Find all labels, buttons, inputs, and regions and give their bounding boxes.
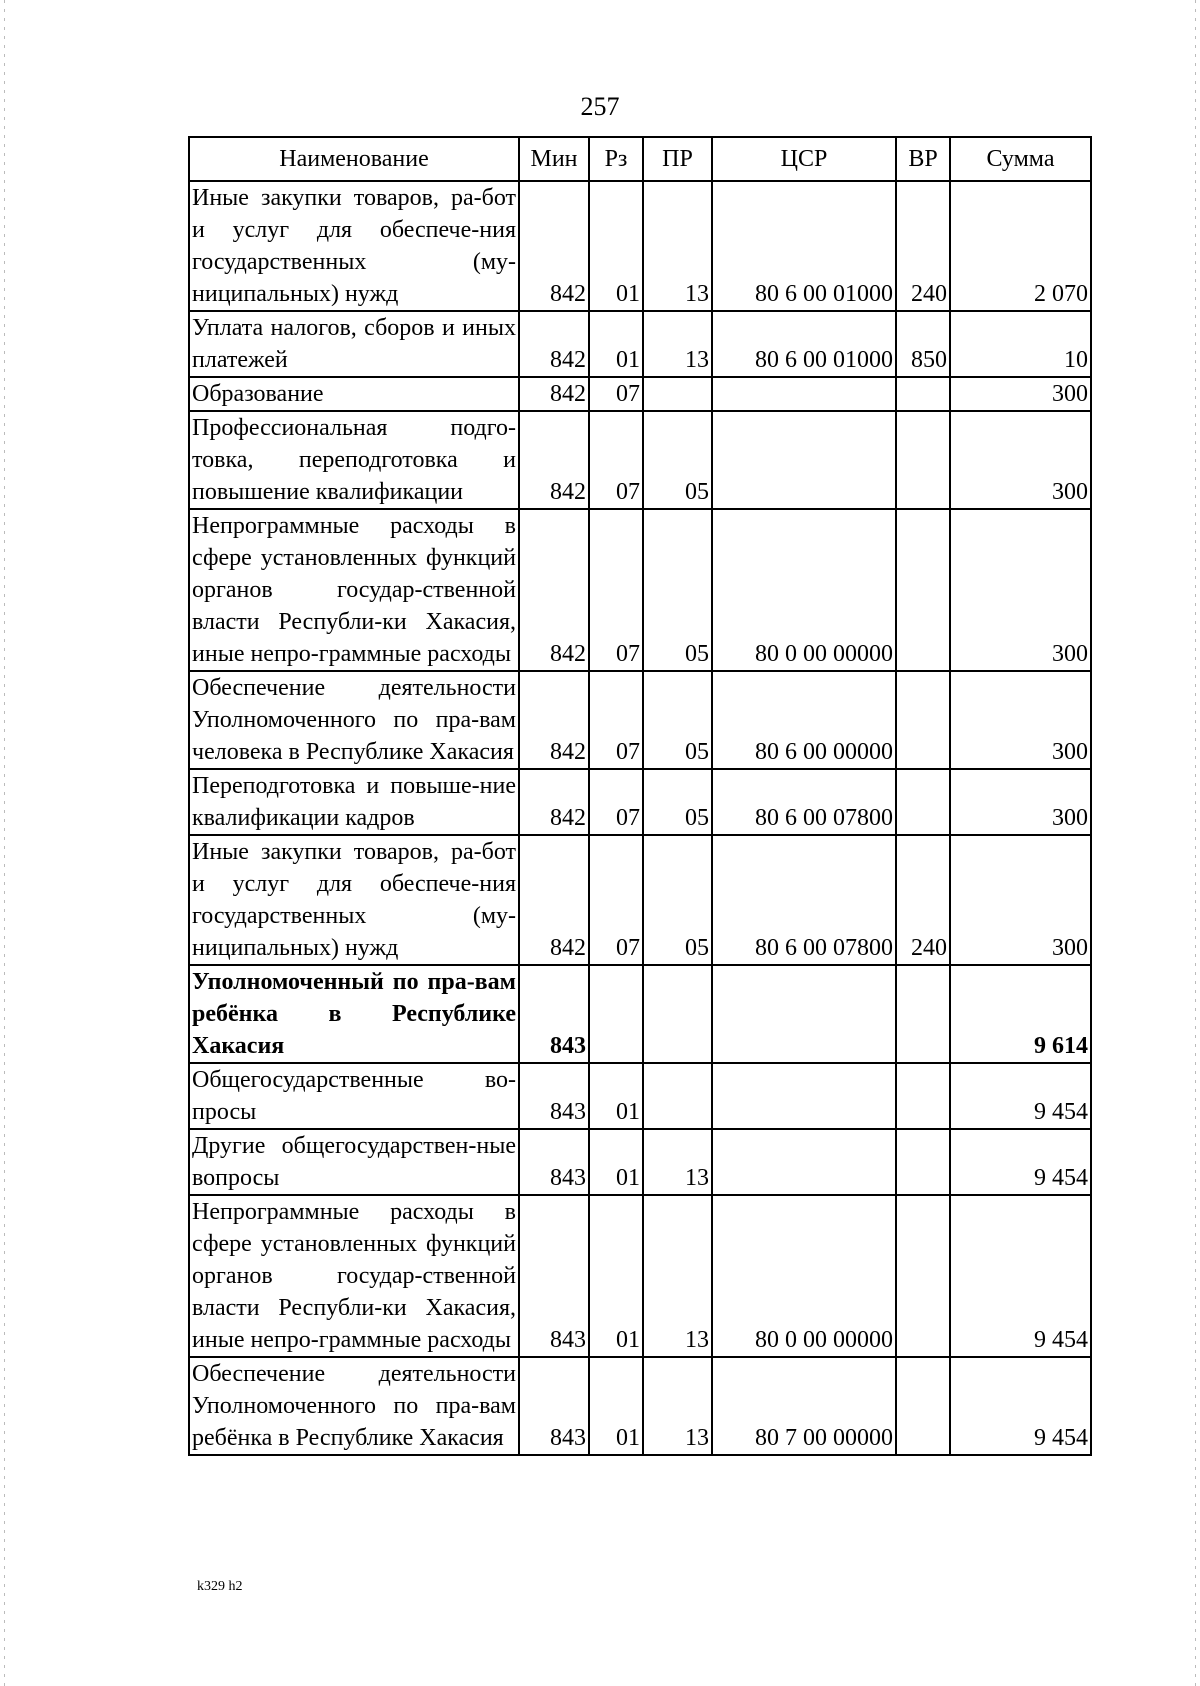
cell-min: 843 [519,1129,589,1195]
cell-pr: 05 [643,411,712,509]
cell-name: Переподготовка и повыше-ние квалификации кадров [189,769,519,835]
cell-csr: 80 0 00 00000 [712,1195,896,1357]
cell-rz [589,965,643,1063]
cell-sum: 300 [950,411,1091,509]
cell-pr: 05 [643,835,712,965]
scan-edge-right [1195,0,1196,1686]
column-header-sum: Сумма [950,137,1091,181]
footer-code: k329 h2 [197,1579,243,1594]
budget-table [188,136,1092,1456]
cell-vr [896,965,950,1063]
cell-sum: 9 454 [950,1195,1091,1357]
cell-sum: 2 070 [950,181,1091,311]
cell-rz: 01 [589,181,643,311]
cell-min: 843 [519,1195,589,1357]
cell-vr: 240 [896,835,950,965]
table-row [189,377,1091,411]
table-row [189,411,1091,509]
cell-rz: 07 [589,769,643,835]
column-header-name: Наименование [189,137,519,181]
cell-rz: 07 [589,509,643,671]
cell-vr [896,411,950,509]
table-body [189,181,1091,1455]
cell-sum: 9 454 [950,1063,1091,1129]
cell-csr: 80 6 00 07800 [712,835,896,965]
cell-min: 842 [519,509,589,671]
cell-min: 842 [519,311,589,377]
table-row [189,1195,1091,1357]
cell-vr [896,377,950,411]
cell-vr [896,1063,950,1129]
page-number: 257 [580,92,620,121]
table-row [189,509,1091,671]
cell-rz: 01 [589,1195,643,1357]
cell-csr: 80 6 00 07800 [712,769,896,835]
table-row [189,1129,1091,1195]
table-row [189,1063,1091,1129]
table-row [189,1357,1091,1455]
cell-min: 842 [519,181,589,311]
cell-csr: 80 6 00 01000 [712,181,896,311]
table-row [189,835,1091,965]
cell-pr: 13 [643,181,712,311]
cell-pr: 05 [643,671,712,769]
cell-csr: 80 6 00 01000 [712,311,896,377]
cell-name: Иные закупки товаров, ра-бот и услуг для обеспече-ния государственных (му-ниципальных) нужд [189,181,519,311]
cell-vr: 240 [896,181,950,311]
cell-name: Другие общегосударствен-ные вопросы [189,1129,519,1195]
cell-vr [896,671,950,769]
cell-rz: 01 [589,1063,643,1129]
cell-sum: 9 614 [950,965,1091,1063]
cell-rz: 07 [589,377,643,411]
cell-name: Уплата налогов, сборов и иных платежей [189,311,519,377]
column-header-min: Мин [519,137,589,181]
cell-min: 842 [519,769,589,835]
cell-sum: 9 454 [950,1357,1091,1455]
cell-csr [712,965,896,1063]
cell-min: 843 [519,1063,589,1129]
cell-csr [712,1063,896,1129]
column-header-csr: ЦСР [712,137,896,181]
cell-sum: 300 [950,509,1091,671]
table-row [189,311,1091,377]
table-header-row [189,137,1091,181]
table-row [189,965,1091,1063]
table-row [189,769,1091,835]
cell-pr [643,1063,712,1129]
column-header-pr: ПР [643,137,712,181]
table-row [189,671,1091,769]
cell-csr [712,377,896,411]
cell-pr: 13 [643,1129,712,1195]
cell-name: Общегосударственные во-просы [189,1063,519,1129]
cell-pr: 05 [643,509,712,671]
column-header-vr: ВР [896,137,950,181]
cell-csr: 80 6 00 00000 [712,671,896,769]
table-row [189,181,1091,311]
cell-rz: 01 [589,1357,643,1455]
cell-name: Непрограммные расходы в сфере установленных функций органов государ-ственной власти Республи-ки Хакасия, иные непро-граммные расходы [189,1195,519,1357]
cell-pr: 13 [643,1195,712,1357]
cell-sum: 300 [950,671,1091,769]
cell-sum: 300 [950,769,1091,835]
cell-rz: 01 [589,311,643,377]
cell-min: 842 [519,835,589,965]
cell-vr [896,769,950,835]
cell-rz: 01 [589,1129,643,1195]
cell-name: Иные закупки товаров, ра-бот и услуг для обеспече-ния государственных (му-ниципальных) нужд [189,835,519,965]
cell-sum: 300 [950,377,1091,411]
cell-sum: 300 [950,835,1091,965]
cell-rz: 07 [589,671,643,769]
cell-csr [712,1129,896,1195]
cell-pr [643,965,712,1063]
cell-csr: 80 7 00 00000 [712,1357,896,1455]
cell-csr: 80 0 00 00000 [712,509,896,671]
cell-name: Обеспечение деятельности Уполномоченного по пра-вам человека в Республике Хакасия [189,671,519,769]
column-header-rz: Рз [589,137,643,181]
cell-name: Непрограммные расходы в сфере установленных функций органов государ-ственной власти Республи-ки Хакасия, иные непро-граммные расходы [189,509,519,671]
cell-name: Обеспечение деятельности Уполномоченного по пра-вам ребёнка в Республике Хакасия [189,1357,519,1455]
cell-name: Профессиональная подго-товка, переподготовка и повышение квалификации [189,411,519,509]
cell-vr [896,1129,950,1195]
cell-rz: 07 [589,411,643,509]
cell-min: 842 [519,377,589,411]
cell-vr [896,1195,950,1357]
cell-min: 842 [519,671,589,769]
cell-pr [643,377,712,411]
cell-pr: 13 [643,1357,712,1455]
cell-sum: 10 [950,311,1091,377]
cell-name: Образование [189,377,519,411]
cell-pr: 13 [643,311,712,377]
cell-pr: 05 [643,769,712,835]
cell-vr: 850 [896,311,950,377]
cell-vr [896,1357,950,1455]
cell-sum: 9 454 [950,1129,1091,1195]
cell-rz: 07 [589,835,643,965]
cell-csr [712,411,896,509]
cell-name: Уполномоченный по пра-вам ребёнка в Республике Хакасия [189,965,519,1063]
cell-min: 842 [519,411,589,509]
cell-min: 843 [519,965,589,1063]
cell-min: 843 [519,1357,589,1455]
scan-edge-left [4,0,5,1686]
cell-vr [896,509,950,671]
